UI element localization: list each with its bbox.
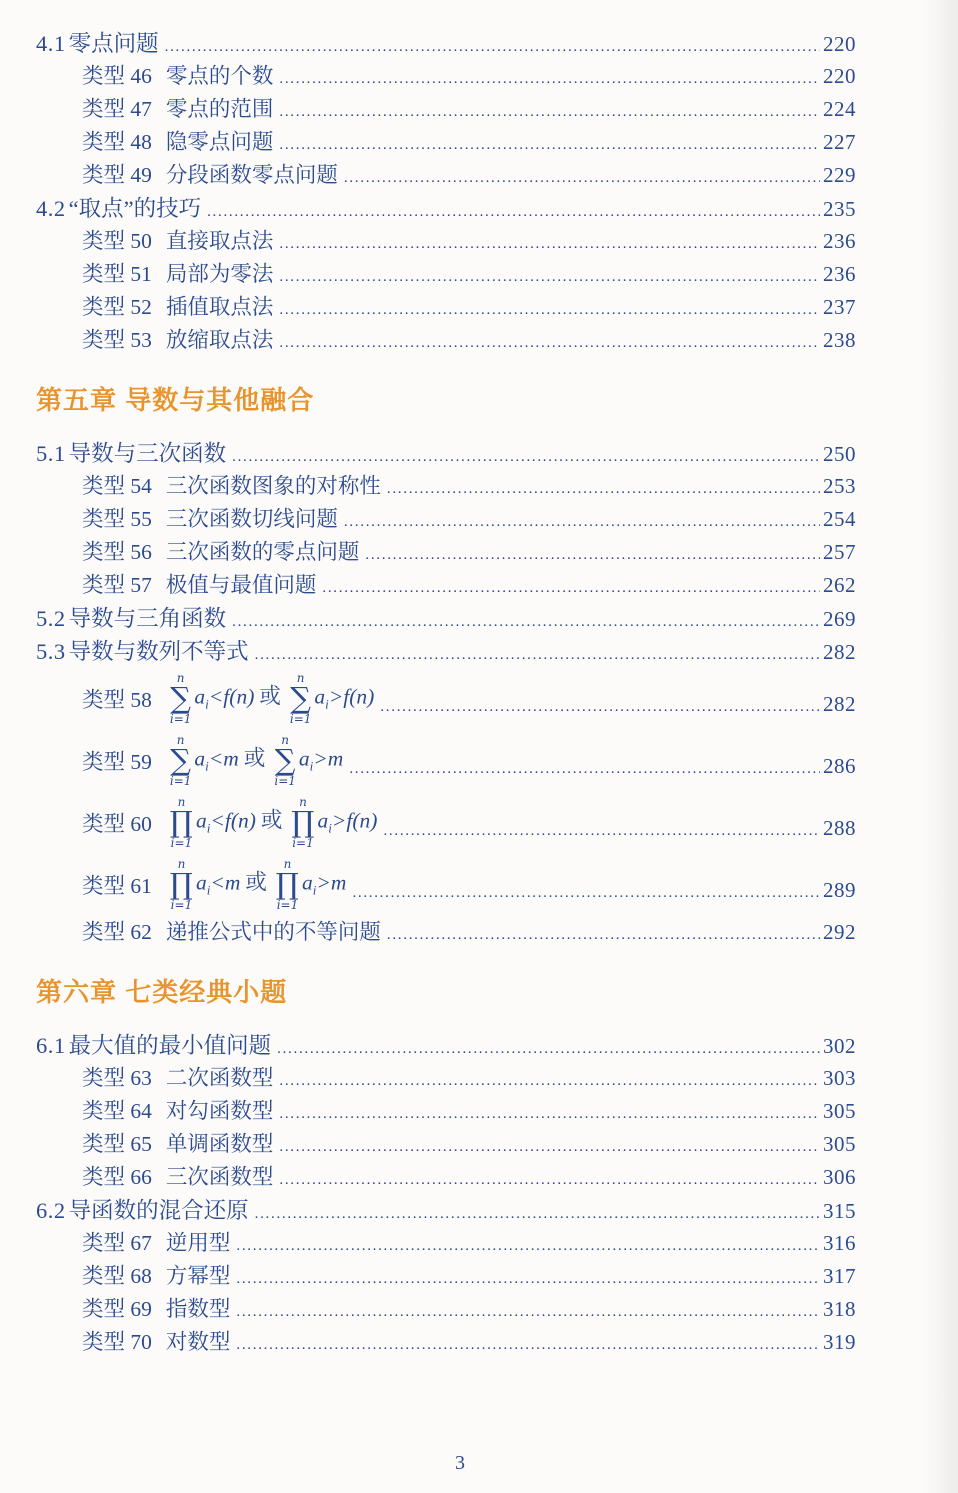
dot-leader: [279, 1132, 820, 1157]
dot-leader: [207, 196, 820, 222]
dot-leader: [387, 474, 820, 499]
toc-entry-page: 303: [823, 1066, 856, 1090]
toc-entry-title: 方幂型: [165, 1264, 231, 1288]
toc-entry-title: 导函数的混合还原: [68, 1198, 249, 1223]
toc-entry: [36, 791, 856, 853]
toc-entry-page: 317: [823, 1264, 856, 1288]
toc-entry-number: 类型 57: [82, 573, 152, 597]
toc-entry: [36, 257, 856, 290]
dot-leader: [349, 754, 820, 779]
dot-leader: [236, 1231, 820, 1256]
toc-entry-title: 极值与最值问题: [165, 573, 317, 597]
dot-leader: [279, 262, 820, 287]
toc-entry: [36, 915, 856, 948]
toc-entry-number: 类型 60: [82, 811, 152, 836]
toc-entry-number: 类型 56: [82, 540, 152, 564]
toc-entry-number: 类型 61: [82, 873, 152, 898]
toc-entry-page: 236: [823, 262, 856, 286]
toc-entry: [36, 1193, 856, 1226]
toc-entry: [36, 729, 856, 791]
toc-entry: [36, 92, 856, 125]
chapter-heading-label: 第六章 七类经典小题: [36, 976, 288, 1007]
toc-entry-number: 类型 63: [82, 1066, 152, 1090]
toc-entry-number: 类型 64: [82, 1099, 152, 1123]
sum-operator: n ∑ i=1: [274, 732, 296, 788]
toc-entry: [36, 290, 856, 323]
toc-entry-number: 类型 55: [82, 507, 152, 531]
toc-entry-title: 分段函数零点问题: [165, 163, 338, 187]
toc-entry-page: 238: [823, 328, 856, 352]
toc-entry-title: 逆用型: [165, 1231, 231, 1255]
toc-entry-math: n ∏ i=1 $a_i<m$ 或 n ∏ i=1 $a_i>m$: [169, 856, 347, 912]
dot-leader: [352, 878, 820, 903]
toc-entry-title: 三次函数切线问题: [165, 507, 338, 531]
dot-leader: [365, 540, 820, 565]
toc-entry-number: 类型 48: [82, 130, 152, 154]
toc-entry-number: 类型 50: [82, 229, 152, 253]
toc-entry-number: 类型 59: [82, 749, 152, 774]
toc-entry-title: 导数与数列不等式: [68, 639, 249, 664]
dot-leader: [279, 1165, 820, 1190]
dot-leader: [255, 1198, 820, 1224]
toc-entry: [36, 26, 856, 59]
toc-entry: [36, 853, 856, 915]
toc-entry-page: 289: [823, 877, 856, 902]
toc-entry-page: 269: [823, 607, 856, 631]
product-operator: n ∏ i=1: [291, 794, 315, 850]
toc-entry-title: 三次函数型: [165, 1165, 274, 1189]
toc-entry-page: 319: [823, 1330, 856, 1354]
toc-entry-title: 三次函数图象的对称性: [165, 474, 381, 498]
toc-entry: [36, 191, 856, 224]
toc-entry-page: 262: [823, 573, 856, 597]
toc-entry-number: 5.1: [36, 441, 66, 466]
dot-leader: [255, 639, 820, 665]
dot-leader: [236, 1297, 820, 1322]
toc-entry-page: 292: [823, 920, 856, 944]
sum-operator: n ∑ i=1: [289, 670, 312, 726]
toc-entry-title: 导数与三角函数: [68, 606, 227, 631]
toc-entry-title: 零点的个数: [165, 64, 274, 88]
dot-leader: [277, 1033, 820, 1059]
toc-entry-number: 6.2: [36, 1198, 66, 1223]
toc-entry-title: 隐零点问题: [165, 130, 274, 154]
toc-entry: [36, 469, 856, 502]
sum-operator: n ∑ i=1: [169, 670, 192, 726]
toc-entry-number: 类型 46: [82, 64, 152, 88]
toc-entry: [36, 436, 856, 469]
dot-leader: [387, 920, 820, 945]
dot-leader: [279, 229, 820, 254]
toc-entry-number: 类型 70: [82, 1330, 152, 1354]
chapter-heading: [36, 382, 856, 414]
dot-leader: [236, 1264, 820, 1289]
toc-entry-page: 224: [823, 97, 856, 121]
toc-entry-title: 对勾函数型: [165, 1099, 274, 1123]
toc-entry-title: 指数型: [165, 1297, 231, 1321]
toc-entry-title: “取点”的技巧: [68, 196, 202, 221]
toc-entry: [36, 1094, 856, 1127]
dot-leader: [383, 816, 820, 841]
toc-entry: [36, 1259, 856, 1292]
toc-entry-number: 6.1: [36, 1033, 66, 1058]
dot-leader: [279, 1099, 820, 1124]
toc-entry-title: 递推公式中的不等问题: [165, 920, 381, 944]
dot-leader: [380, 692, 820, 717]
toc-entry-page: 220: [823, 64, 856, 88]
chapter-heading-label: 第五章 导数与其他融合: [36, 384, 315, 415]
toc-entry-number: 4.1: [36, 31, 66, 56]
product-operator: n ∏ i=1: [275, 856, 300, 912]
dot-leader: [236, 1330, 820, 1355]
toc-entry-number: 类型 52: [82, 295, 152, 319]
product-operator: n ∏ i=1: [169, 794, 193, 850]
toc-entry-page: 253: [823, 474, 856, 498]
toc-entry-number: 类型 58: [82, 687, 152, 712]
toc-entry-page: 305: [823, 1132, 856, 1156]
toc-entry: [36, 323, 856, 356]
toc-entry: [36, 601, 856, 634]
toc-entry-title: 放缩取点法: [165, 328, 274, 352]
toc-entry-page: 282: [823, 640, 856, 664]
toc-entry-page: 254: [823, 507, 856, 531]
toc-entry-number: 类型 67: [82, 1231, 152, 1255]
toc-entry-page: 282: [823, 691, 856, 716]
toc-entry-title: 直接取点法: [165, 229, 274, 253]
dot-leader: [232, 606, 820, 632]
toc-entry-number: 类型 66: [82, 1165, 152, 1189]
chapter-heading: [36, 974, 856, 1006]
toc-entry: [36, 158, 856, 191]
toc-entry-page: 250: [823, 442, 856, 466]
toc-entry: [36, 502, 856, 535]
toc-entry-title: 最大值的最小值问题: [68, 1033, 272, 1058]
toc-entry-page: 286: [823, 753, 856, 778]
toc-entry-page: 235: [823, 197, 856, 221]
toc-entry: [36, 125, 856, 158]
toc-entry: [36, 59, 856, 92]
dot-leader: [344, 507, 820, 532]
toc-entry-page: 257: [823, 540, 856, 564]
toc-entry-number: 类型 51: [82, 262, 152, 286]
dot-leader: [279, 295, 820, 320]
toc-entry-title: 三次函数的零点问题: [165, 540, 360, 564]
dot-leader: [279, 64, 820, 89]
dot-leader: [322, 573, 820, 598]
toc-entry-number: 类型 49: [82, 163, 152, 187]
toc-entry-number: 类型 62: [82, 920, 152, 944]
dot-leader: [232, 441, 820, 467]
page-footer: [0, 1452, 920, 1475]
toc-entry: [36, 535, 856, 568]
toc-entry-title: 插值取点法: [165, 295, 274, 319]
toc-entry-page: 220: [823, 32, 856, 56]
toc-entry-math: n ∏ i=1 $a_i<f(n)$ 或 n ∏ i=1 $a_i>f(n)$: [169, 794, 378, 850]
dot-leader: [279, 97, 820, 122]
toc-entry-number: 类型 68: [82, 1264, 152, 1288]
toc-entry: [36, 1061, 856, 1094]
toc-entry: [36, 1325, 856, 1358]
toc-entry-page: 229: [823, 163, 856, 187]
toc-entry: [36, 667, 856, 729]
product-operator: n ∏ i=1: [169, 856, 193, 912]
toc-list: [36, 26, 856, 1358]
toc-entry-number: 5.2: [36, 606, 66, 631]
toc-entry-page: 318: [823, 1297, 856, 1321]
toc-entry: [36, 224, 856, 257]
toc-entry-number: 类型 47: [82, 97, 152, 121]
toc-entry-title: 零点问题: [68, 31, 159, 56]
toc-entry-title: 导数与三次函数: [68, 441, 227, 466]
dot-leader: [279, 328, 820, 353]
page-number: 3: [455, 1452, 465, 1474]
toc-entry: [36, 634, 856, 667]
sum-operator: n ∑ i=1: [169, 732, 192, 788]
toc-entry-number: 类型 69: [82, 1297, 152, 1321]
dot-leader: [165, 31, 820, 57]
toc-entry-number: 类型 53: [82, 328, 152, 352]
toc-entry-number: 类型 54: [82, 474, 152, 498]
toc-entry-title: 零点的范围: [165, 97, 274, 121]
dot-leader: [279, 1066, 820, 1091]
toc-entry-math: n ∑ i=1 $a_i<m$ 或 n ∑ i=1 $a_i>m$: [169, 732, 344, 788]
toc-entry: [36, 568, 856, 601]
toc-entry-page: 236: [823, 229, 856, 253]
toc-entry: [36, 1226, 856, 1259]
toc-entry-page: 305: [823, 1099, 856, 1123]
dot-leader: [279, 130, 820, 155]
toc-entry-math: n ∑ i=1 $a_i<f(n)$ 或 n ∑ i=1 $a_i>f(n)$: [169, 670, 375, 726]
toc-entry-page: 316: [823, 1231, 856, 1255]
toc-entry: [36, 1292, 856, 1325]
toc-entry-page: 237: [823, 295, 856, 319]
toc-entry-page: 288: [823, 815, 856, 840]
toc-entry: [36, 1028, 856, 1061]
toc-entry: [36, 1160, 856, 1193]
toc-entry-title: 局部为零法: [165, 262, 274, 286]
toc-entry-title: 单调函数型: [165, 1132, 274, 1156]
toc-entry-number: 类型 65: [82, 1132, 152, 1156]
toc-entry: [36, 1127, 856, 1160]
toc-entry-page: 302: [823, 1034, 856, 1058]
toc-entry-page: 227: [823, 130, 856, 154]
toc-entry-number: 5.3: [36, 639, 66, 664]
toc-entry-page: 306: [823, 1165, 856, 1189]
toc-entry-title: 二次函数型: [165, 1066, 274, 1090]
toc-entry-number: 4.2: [36, 196, 66, 221]
toc-entry-title: 对数型: [165, 1330, 231, 1354]
toc-entry-page: 315: [823, 1199, 856, 1223]
dot-leader: [344, 163, 820, 188]
